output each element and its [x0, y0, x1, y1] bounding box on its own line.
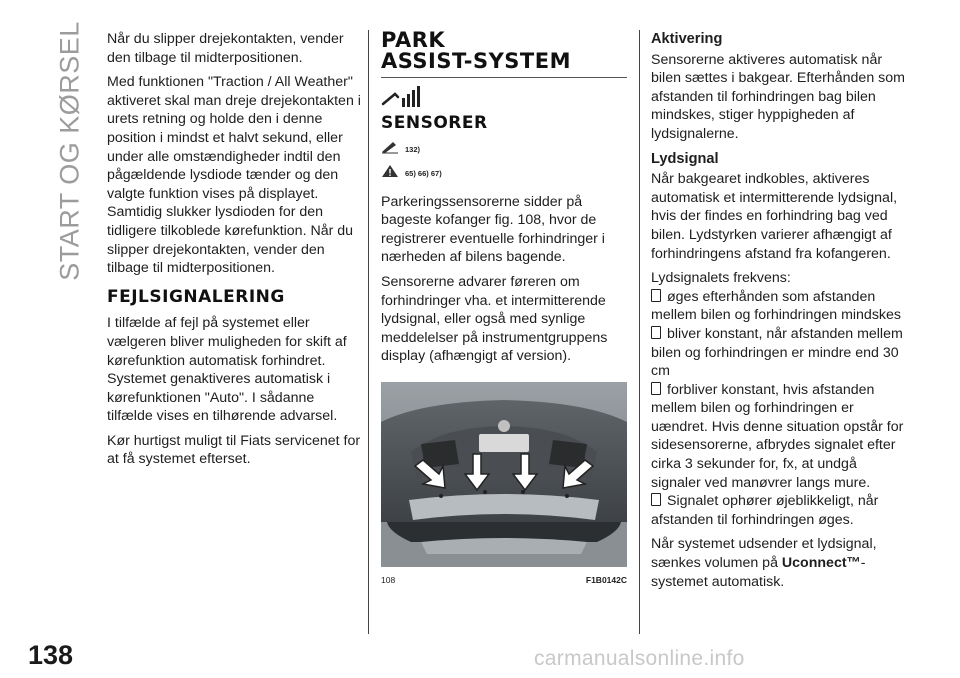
frequency-intro: Lydsignalets frekvens: — [651, 270, 791, 287]
warning-refs-row — [381, 139, 627, 163]
column-left — [107, 30, 361, 475]
figure-rear-bumper-sensors — [381, 382, 627, 567]
paragraph: Kør hurtigst muligt til Fiats servicenet for at få systemet efterset. — [107, 432, 361, 468]
paragraph: Når bakgearet indkobles, aktiveres automatisk et intermitterende lydsignal, hvis der findes en forhindring bag ved bilen. Lydstyrken varierer afhængigt af forhindringens afstand fra kofangeren. — [651, 171, 898, 262]
figure-code: F1B0142C — [585, 574, 627, 585]
park-assist-icon — [381, 84, 627, 110]
checkbox-bullet-icon — [651, 326, 661, 339]
heading-lydsignal: Lydsignal — [651, 150, 719, 167]
bullet-item: forbliver konstant, hvis afstanden mellem bilen og forhindringen er uændret. Hvis denne situation opstår for sidesensorerne, afbrydes signalet efter cirka 3 sekunder for, fx, at undgå signaler ved manøvrer langs mure. — [651, 381, 904, 491]
column-right — [651, 30, 905, 597]
pen-icon — [381, 140, 399, 162]
heading-rule — [381, 77, 627, 78]
page-number: 138 — [28, 640, 74, 670]
warning-reference: 132) — [405, 145, 421, 155]
paragraph: Sensorerne advarer føreren om forhindringer vha. et intermitterende lydsignal, eller også med synlige meddelelser på instrumentgruppens display (afhængigt af version). — [381, 273, 608, 365]
heading-sensorer: SENSORER — [381, 113, 488, 133]
checkbox-bullet-icon — [651, 382, 661, 395]
uconnect-brand: Uconnect™ — [781, 555, 861, 572]
bullet-item: Signalet ophører øjeblikkeligt, når afstanden til forhindringen øges. — [651, 493, 879, 528]
column-divider — [639, 30, 640, 634]
bullet-item: øges efterhånden som afstanden mellem bilen og forhindringen mindskes — [651, 288, 901, 324]
warning-triangle-icon — [381, 164, 399, 186]
warning-refs-row — [381, 163, 627, 187]
paragraph: Parkeringssensorerne sidder på bageste kofanger fig. 108, hvor de registrerer eventuelle forhindringer i nærheden af bilens bagende. — [381, 193, 605, 266]
watermark: carmanualsonline.info — [534, 647, 745, 670]
section-heading-line1: PARK — [381, 28, 446, 52]
figure-caption — [381, 571, 627, 590]
column-divider — [368, 30, 369, 634]
checkbox-bullet-icon — [651, 493, 661, 506]
paragraph-final: Når systemet udsender et lydsignal, sænkes volumen på Uconnect™-systemet automatisk. — [651, 536, 877, 590]
checkbox-bullet-icon — [651, 289, 661, 302]
paragraph: I tilfælde af fejl på systemet eller vælgeren bliver muligheden for skift af kørefunktion automatisk forhindret. Systemet genaktiveres automatisk i kørefunktionen "Auto". I sådanne tilfælde vises en tilhørende advarsel. — [107, 315, 347, 425]
warning-reference: 65) 66) 67) — [405, 169, 442, 179]
heading-fejlsignalering: FEJLSIGNALERING — [107, 286, 285, 307]
paragraph: Når du slipper drejekontakten, vender den tilbage til midterpositionen. — [107, 31, 344, 66]
heading-aktivering: Aktivering — [651, 31, 723, 47]
bullet-item: bliver konstant, når afstanden mellem bilen og forhindringen er mindre end 30 cm — [651, 325, 903, 380]
paragraph: Sensorerne aktiveres automatisk når bilen sættes i bakgear. Efterhånden som afstanden til forhindringen bag bilen mindskes, stiger hyppigheden af lydsignalerne. — [651, 51, 905, 142]
section-title: START OG KØRSEL — [54, 21, 85, 281]
paragraph: Med funktionen "Traction / All Weather" aktiveret skal man dreje drejekontakten i urets retning og holde den i denne position i mindst et halvt sekund, eller under alle omstændigheder indtil den pågældende lysdiode tænder og den valgte funktion vises på displayet. Samtidig slukker lysdioden for den tidligere tilkoblede kørefunktion. Når du slipper drejekontakten, vender den tilbage til midterpositionen. — [107, 74, 361, 277]
column-middle — [381, 30, 627, 590]
figure-number: 108 — [381, 574, 396, 585]
section-heading-line2: ASSIST-SYSTEM — [381, 49, 571, 73]
